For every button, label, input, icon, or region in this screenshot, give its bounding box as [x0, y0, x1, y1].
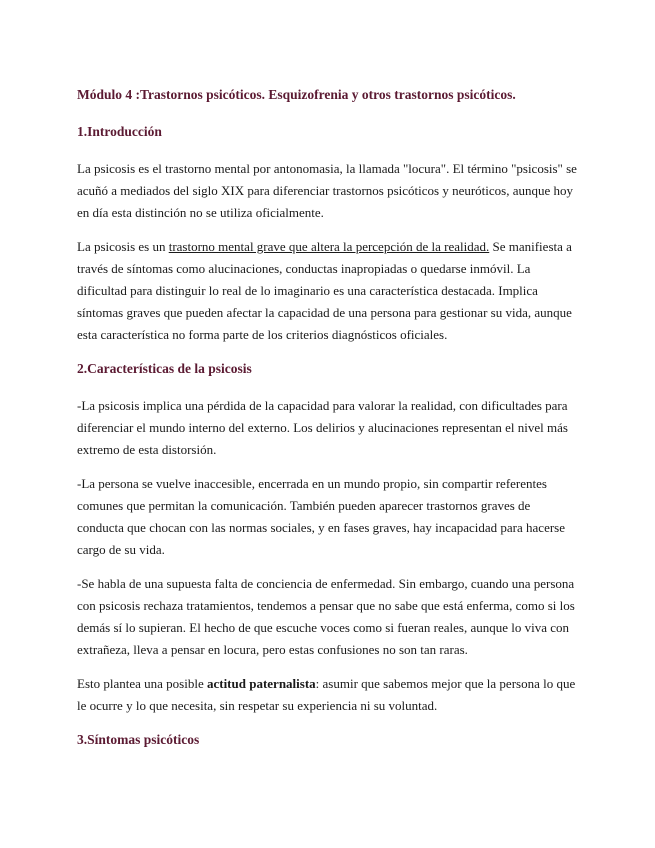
text-run: : asumir que sabemos mejor que la persona lo que le ocurre y lo que necesita, sin respetar su experiencia ni su voluntad.: [77, 676, 576, 713]
section-heading-introduccion: 1.Introducción: [77, 124, 162, 139]
paragraph: [77, 236, 577, 346]
paragraph: -La psicosis implica una pérdida de la capacidad para valorar la realidad, con dificultades para diferenciar el mundo interno del externo. Los delirios y alucinaciones representan el nivel más extremo de esta distorsión.: [77, 398, 568, 457]
underlined-text: trastorno mental grave que altera la percepción de la realidad.: [168, 239, 490, 254]
module-title: Módulo 4 :Trastornos psicóticos. Esquizofrenia y otros trastornos psicóticos.: [77, 87, 516, 102]
paragraph: La psicosis es el trastorno mental por antonomasia, la llamada "locura". El término "psicosis" se acuñó a mediados del siglo XIX para diferenciar trastornos psicóticos y neuróticos, aunque hoy en día esta distinción no se utiliza oficialmente.: [77, 161, 577, 220]
text-run: Se manifiesta a través de síntomas como alucinaciones, conductas inapropiadas o quedarse inmóvil. La dificultad para distinguir lo real de lo imaginario es una característica destacada. Implica síntomas graves que pueden afectar la capacidad de una persona para gestionar su vida, aunque esta característica no forma parte de los criterios diagnósticos oficiales.: [77, 239, 572, 342]
section-heading-caracteristicas: 2.Características de la psicosis: [77, 361, 252, 376]
text-run: Esto plantea una posible: [77, 676, 207, 691]
document-body: [77, 84, 577, 766]
text-run: La psicosis es un: [77, 239, 169, 254]
section-heading-sintomas: 3.Síntomas psicóticos: [77, 732, 200, 747]
bold-text: actitud paternalista: [206, 676, 316, 691]
paragraph: [77, 673, 577, 717]
paragraph: -Se habla de una supuesta falta de conciencia de enfermedad. Sin embargo, cuando una persona con psicosis rechaza tratamientos, tendemos a pensar que no sabe que está enferma, como si los demás sí lo supieran. El hecho de que escuche voces como si fueran reales, aunque lo viva con extrañeza, lleva a pensar en locura, pero estas confusiones no son tan raras.: [77, 576, 575, 657]
paragraph: -La persona se vuelve inaccesible, encerrada en un mundo propio, sin compartir referentes comunes que permitan la comunicación. También pueden aparecer trastornos graves de conducta que chocan con las normas sociales, y en fases graves, hay incapacidad para hacerse cargo de su vida.: [77, 476, 566, 557]
